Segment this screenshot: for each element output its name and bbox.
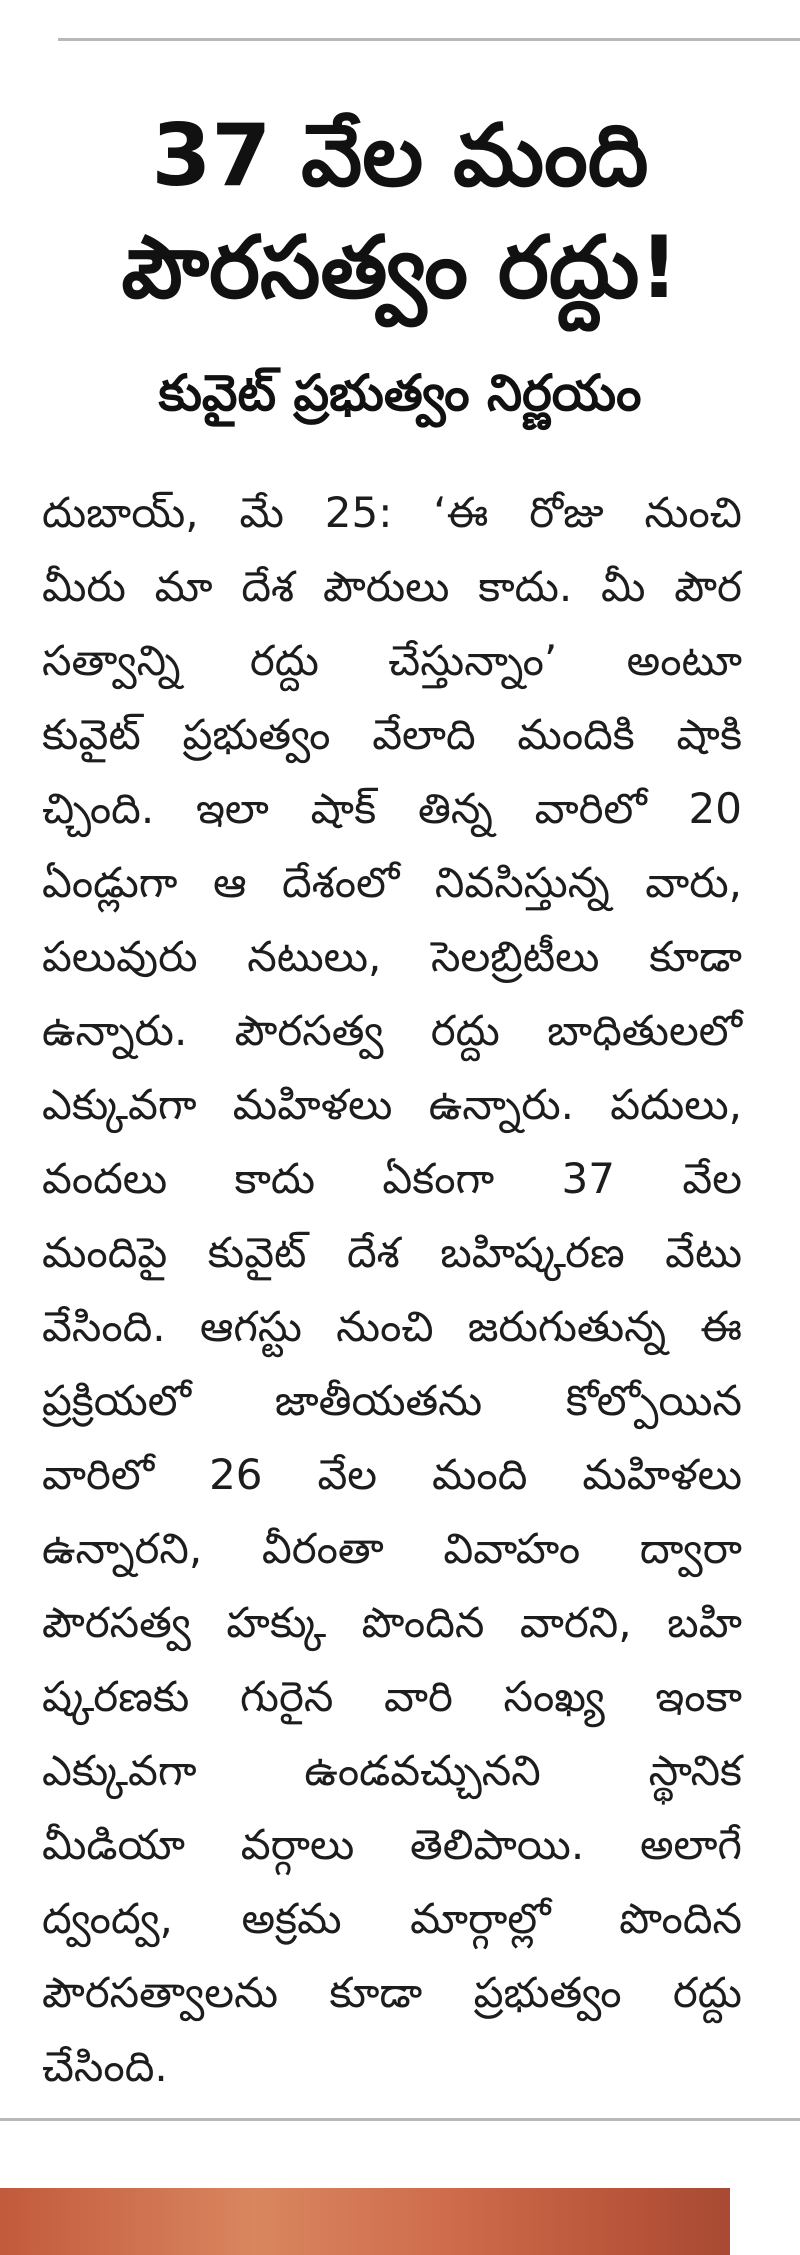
- article-word: అక్రమ: [241, 1894, 342, 1943]
- article-word: పౌర: [674, 562, 742, 611]
- article-word: మంది: [432, 1450, 528, 1499]
- article-word: ప్రక్రియలో: [42, 1376, 192, 1425]
- article-word: కువైట్: [207, 1228, 307, 1277]
- article-word: స్థానిక: [648, 1746, 742, 1795]
- article-word: మీ: [601, 562, 646, 611]
- article-word: 25:: [324, 488, 393, 537]
- article-word: సత్వాన్ని: [42, 636, 181, 685]
- article-word: పదులు,: [610, 1080, 742, 1129]
- article-line: [42, 1734, 742, 1808]
- article-word: సెలబ్రిటీలు: [431, 932, 600, 981]
- article-word: షాకి: [676, 710, 742, 759]
- article-word: మందిపై: [42, 1228, 168, 1277]
- article-word: ప్రభుత్వం: [182, 710, 331, 759]
- article-word: బహి: [667, 1598, 742, 1647]
- article-word: తిన్న: [417, 784, 493, 833]
- article-word: ఏకంగా: [382, 1154, 495, 1203]
- article-word: రద్దు: [249, 636, 319, 685]
- article-word: నటులు,: [247, 932, 382, 981]
- article-word: మా: [154, 562, 213, 611]
- article-word: నివసిస్తున్న: [434, 858, 610, 907]
- article-word: మీడియా: [42, 1820, 186, 1869]
- article-word: పలువురు: [42, 932, 198, 981]
- headline: [40, 100, 760, 324]
- article-word: చేసింది.: [42, 2042, 168, 2091]
- article-line: [42, 550, 742, 624]
- article-word: జరుగుతున్న: [467, 1302, 667, 1351]
- article-word: అలాగే: [639, 1820, 742, 1869]
- article-line: [42, 1808, 742, 1882]
- article-line: [42, 698, 742, 772]
- next-article-image-strip: [0, 2188, 730, 2255]
- article-word: వారని,: [519, 1598, 632, 1647]
- article-word: వారి: [383, 1672, 453, 1721]
- article-line: [42, 994, 742, 1068]
- article-word: ఎక్కువగా: [42, 1080, 197, 1129]
- article-word: చ్చింది.: [42, 784, 155, 833]
- article-word: పొందిన: [361, 1598, 485, 1647]
- article-line: [42, 1068, 742, 1142]
- article-word: 26: [209, 1450, 263, 1499]
- article-word: కాదు: [234, 1154, 316, 1203]
- article-line: [42, 1290, 742, 1364]
- article-word: వేటు: [665, 1228, 742, 1277]
- bottom-divider: [0, 2118, 800, 2121]
- article-word: ప్రభుత్వం: [473, 1968, 622, 2017]
- article-word: ద్వంద్వ,: [42, 1894, 173, 1943]
- article-word: పౌరసత్వ: [234, 1006, 384, 1055]
- article-word: రద్దు: [430, 1006, 500, 1055]
- article-word: ఇంకా: [655, 1672, 742, 1721]
- article-line: [42, 1438, 742, 1512]
- article-line: [42, 1364, 742, 1438]
- article-word: పౌరులు: [322, 562, 450, 611]
- article-word: కాదు.: [478, 562, 573, 611]
- article-word: వారిలో: [534, 784, 647, 833]
- article-word: రద్దు: [672, 1968, 742, 2017]
- article-word: దేశ: [346, 1228, 400, 1277]
- article-word: ఎక్కువగా: [42, 1746, 197, 1795]
- article-line: [42, 1660, 742, 1734]
- article-word: వేసింది.: [42, 1302, 166, 1351]
- article-word: సంఖ్య: [503, 1672, 605, 1721]
- article-word: ‘ఈ: [433, 488, 489, 537]
- article-word: అంటూ: [626, 636, 742, 685]
- article-word: వర్గాలు: [240, 1820, 355, 1869]
- article-word: దేశ: [241, 562, 295, 611]
- subheadline: కువైట్ ప్రభుత్వం నిర్ణయం: [158, 364, 642, 422]
- article-word: కూడా: [329, 1968, 423, 2017]
- article-word: మార్గాల్లో: [410, 1894, 551, 1943]
- article-word: వేల: [317, 1450, 378, 1499]
- article-word: ష్కరణకు: [42, 1672, 190, 1721]
- article-word: కోల్పోయిన: [565, 1376, 742, 1425]
- article-line: [42, 1512, 742, 1586]
- article-word: జాతీయతను: [274, 1376, 483, 1425]
- article-word: ఉండవచ్చునని: [304, 1746, 541, 1795]
- article-word: నుంచి: [644, 488, 742, 537]
- article-word: వీరంతా: [261, 1524, 384, 1573]
- article-word: మహిళలు: [582, 1450, 742, 1499]
- article-word: ఉన్నారు.: [42, 1006, 188, 1055]
- article-word: ఆ: [212, 858, 247, 907]
- article-line: [42, 920, 742, 994]
- article-word: రోజు: [529, 488, 604, 537]
- article-line: [42, 1216, 742, 1290]
- article-word: దుబాయ్,: [42, 488, 199, 537]
- article-word: పౌరసత్వాలను: [42, 1968, 279, 2017]
- article-word: తెలిపాయి.: [410, 1820, 585, 1869]
- top-divider: [58, 38, 800, 41]
- article-word: ఇలా: [195, 784, 269, 833]
- article-word: ఆగస్టు: [199, 1302, 302, 1351]
- article-word: గురైన: [239, 1672, 334, 1721]
- article-word: ఏండ్లుగా: [42, 858, 178, 907]
- headline-line-2: పౌరసత్వం రద్దు!: [121, 218, 679, 318]
- article-word: వారు,: [645, 858, 742, 907]
- article-word: పౌరసత్వ: [42, 1598, 191, 1647]
- article-word: వారిలో: [42, 1450, 155, 1499]
- article-word: 37: [561, 1154, 615, 1203]
- article-word: హక్కు: [226, 1598, 327, 1647]
- article-word: వేలాది: [372, 710, 476, 759]
- article-word: చేస్తున్నాం’: [388, 636, 558, 685]
- article-word: మందికి: [517, 710, 635, 759]
- article-line: [42, 624, 742, 698]
- article-word: బాధితులలో: [547, 1006, 742, 1055]
- article-line: [42, 1142, 742, 1216]
- article-line: [42, 846, 742, 920]
- article-word: 20: [688, 784, 742, 833]
- article-word: పొందిన: [619, 1894, 742, 1943]
- article-word: ఉన్నారని,: [42, 1524, 203, 1573]
- article-word: ద్వారా: [639, 1524, 742, 1573]
- article-word: వేల: [682, 1154, 742, 1203]
- article-word: మహిళలు: [232, 1080, 393, 1129]
- article-line: [42, 772, 742, 846]
- article-word: వివాహం: [443, 1524, 581, 1573]
- article-line: [42, 1882, 742, 1956]
- article-word: షాక్: [310, 784, 377, 833]
- article-word: దేశంలో: [282, 858, 400, 907]
- article-line: [42, 1586, 742, 1660]
- article-word: మీరు: [42, 562, 126, 611]
- article-word: బహిష్కరణ: [440, 1228, 625, 1277]
- article-line: [42, 2030, 742, 2104]
- article-word: మే: [239, 488, 284, 537]
- article-word: ఈ: [700, 1302, 742, 1351]
- article-line: [42, 1956, 742, 2030]
- headline-line-1: 37 వేల మంది: [151, 106, 649, 206]
- article-word: వందలు: [42, 1154, 168, 1203]
- article-word: కూడా: [649, 932, 742, 981]
- article-word: నుంచి: [336, 1302, 434, 1351]
- article-word: ఉన్నారు.: [428, 1080, 575, 1129]
- article-body: [42, 476, 742, 2104]
- article-line: [42, 476, 742, 550]
- article-word: కువైట్: [42, 710, 141, 759]
